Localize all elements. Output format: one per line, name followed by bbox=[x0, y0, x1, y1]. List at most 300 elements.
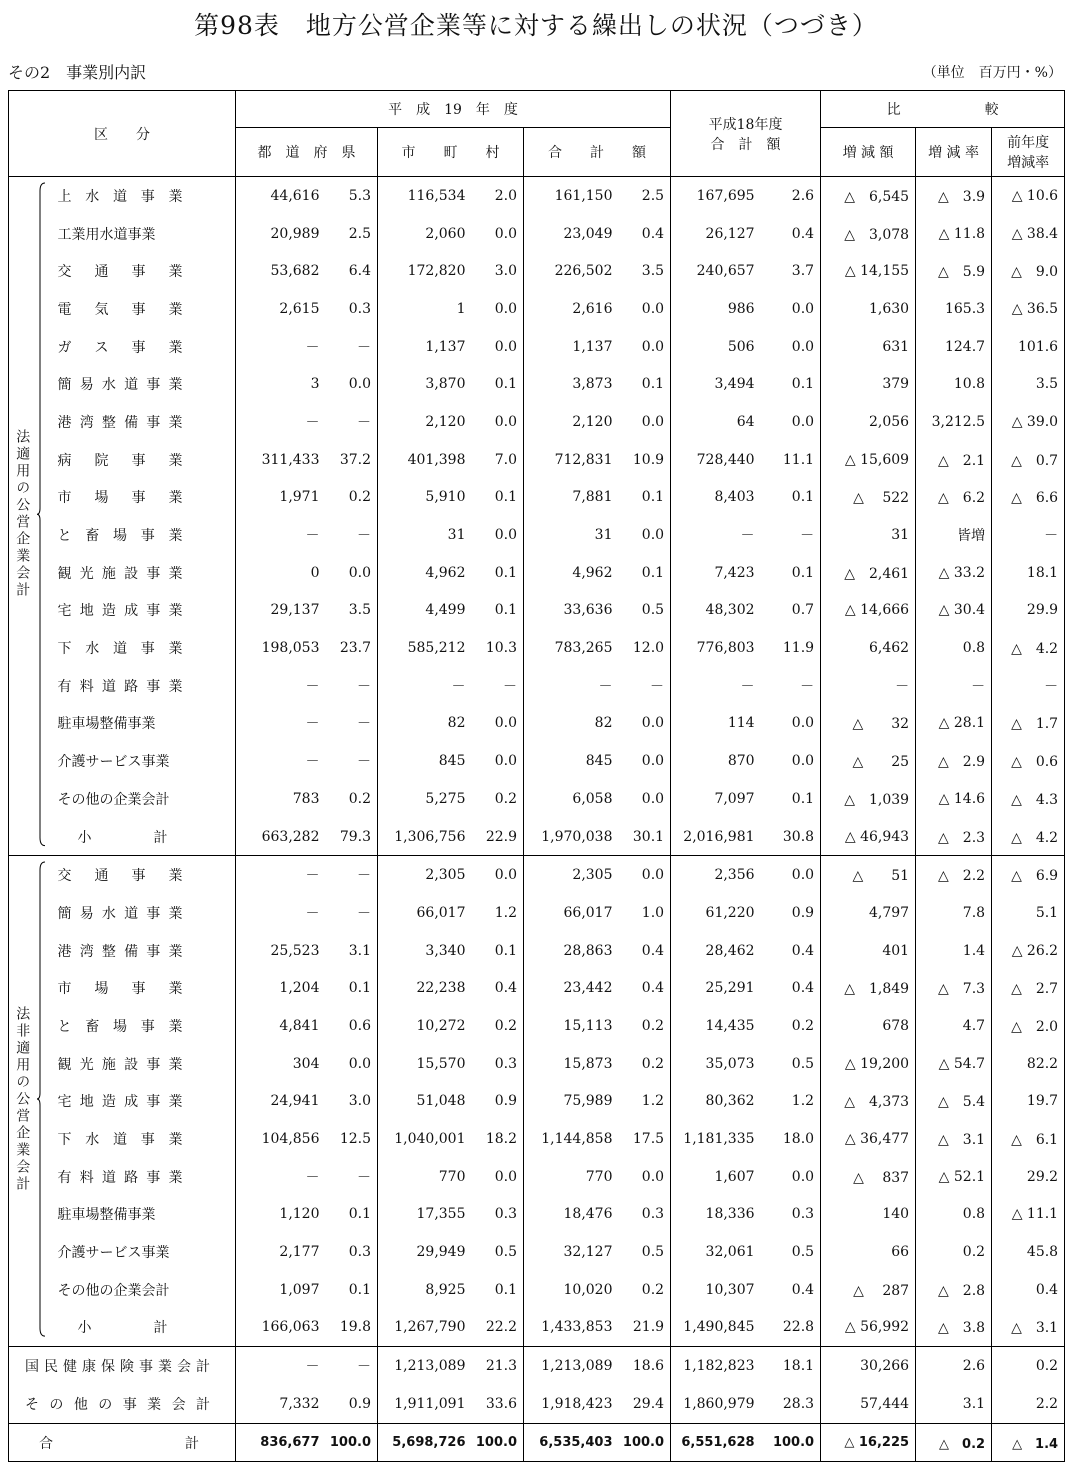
table-cell: 57,444 bbox=[821, 1385, 916, 1423]
header-h18-line2: 合 計 額 bbox=[710, 136, 781, 153]
row-label-cell bbox=[9, 1423, 236, 1462]
table-cell: 2.2 bbox=[992, 1385, 1065, 1423]
table-cell: 0.3 bbox=[348, 1244, 371, 1261]
table-cell: △ 9.0 bbox=[992, 252, 1065, 290]
table-cell: △ 3.1 bbox=[992, 1309, 1065, 1347]
table-cell: 1,267,790 bbox=[378, 1309, 472, 1347]
table-row bbox=[9, 818, 1065, 856]
table-cell: △ 51 bbox=[821, 856, 916, 894]
table-cell: 17,355 bbox=[378, 1196, 472, 1234]
table-cell: 1,970,038 bbox=[524, 818, 619, 856]
table-cell: 82 bbox=[524, 705, 619, 743]
table-cell: 0.1 bbox=[494, 602, 517, 619]
table-cell: 0.4 bbox=[641, 942, 665, 959]
header-shichoson: 市 町 村 bbox=[378, 128, 524, 177]
table-cell: △ 2.7 bbox=[992, 969, 1065, 1007]
table-row bbox=[9, 1309, 1065, 1347]
table-cell: － bbox=[800, 678, 815, 695]
table-cell: － bbox=[236, 705, 326, 743]
table-cell: 101.6 bbox=[992, 328, 1065, 366]
table-cell: △ 0.6 bbox=[992, 742, 1065, 780]
table-cell: － bbox=[357, 754, 371, 771]
table-cell: － bbox=[357, 716, 371, 733]
table-title: 第98表 地方公営企業等に対する繰出しの状況（つづき） bbox=[194, 11, 878, 40]
table-row bbox=[9, 1196, 1065, 1234]
table-cell: △ 46,943 bbox=[821, 818, 916, 856]
table-cell: 32,127 bbox=[524, 1233, 619, 1271]
table-cell: 14,435 bbox=[671, 1007, 761, 1045]
table-cell: △ 11.1 bbox=[992, 1196, 1065, 1234]
table-row bbox=[9, 1158, 1065, 1196]
row-label-cell bbox=[46, 479, 236, 517]
row-label: 市場事業 bbox=[57, 490, 183, 507]
table-cell: 728,440 bbox=[671, 441, 761, 479]
table-cell: 0.0 bbox=[494, 338, 517, 355]
table-cell: 0.2 bbox=[916, 1233, 992, 1271]
table-cell: 61,220 bbox=[671, 894, 761, 932]
table-cell: △ 38.4 bbox=[992, 215, 1065, 253]
table-cell: △ 7.3 bbox=[916, 969, 992, 1007]
row-label: 港湾整備事業 bbox=[57, 414, 183, 431]
table-cell: 0 bbox=[236, 554, 326, 592]
table-cell: 18.1 bbox=[761, 1347, 821, 1385]
unit-note: （単位 百万円・%） bbox=[922, 65, 1062, 81]
table-cell: － bbox=[236, 667, 326, 705]
table-cell: 0.0 bbox=[641, 338, 665, 355]
table-cell: 82 bbox=[378, 705, 472, 743]
table-cell: 6,551,628 bbox=[671, 1423, 761, 1462]
table-cell: △ 2.9 bbox=[916, 742, 992, 780]
table-cell: 0.4 bbox=[791, 980, 815, 997]
row-label-cell bbox=[46, 894, 236, 932]
table-cell: 19.8 bbox=[339, 1319, 371, 1336]
table-cell: 18.0 bbox=[782, 1131, 815, 1148]
table-cell: 172,820 bbox=[378, 252, 472, 290]
row-label-cell bbox=[9, 1385, 236, 1423]
table-row bbox=[9, 1271, 1065, 1309]
table-cell: △ 6.2 bbox=[916, 479, 992, 517]
table-cell: 18.2 bbox=[485, 1131, 517, 1148]
table-cell: 0.1 bbox=[641, 564, 665, 581]
table-cell: 0.0 bbox=[791, 413, 815, 430]
table-cell: 0.3 bbox=[348, 300, 371, 317]
table-cell: △ 26.2 bbox=[992, 932, 1065, 970]
table-cell: 10.3 bbox=[485, 640, 517, 657]
table-row bbox=[9, 328, 1065, 366]
table-cell: 28,863 bbox=[524, 932, 619, 970]
table-cell: 0.1 bbox=[494, 942, 517, 959]
table-cell: 1,860,979 bbox=[671, 1385, 761, 1423]
table-cell: 11.1 bbox=[782, 451, 815, 468]
group-label: 法適用の公営企業会計 bbox=[14, 429, 31, 600]
table-cell: 15,873 bbox=[524, 1045, 619, 1083]
row-label: と畜場事業 bbox=[57, 1018, 183, 1035]
table-row bbox=[9, 554, 1065, 592]
table-row bbox=[9, 1347, 1065, 1385]
table-cell: － bbox=[357, 528, 371, 545]
table-cell: 0.0 bbox=[791, 715, 815, 732]
table-cell: 0.4 bbox=[641, 225, 665, 242]
table-cell: 0.5 bbox=[641, 1244, 665, 1261]
table-cell: 198,053 bbox=[236, 629, 326, 667]
table-row bbox=[9, 1083, 1065, 1121]
table-cell: 776,803 bbox=[671, 629, 761, 667]
table-cell: 0.0 bbox=[494, 715, 517, 732]
table-cell: 0.0 bbox=[641, 753, 665, 770]
table-cell: 15,570 bbox=[378, 1045, 472, 1083]
table-cell: △ 6.9 bbox=[992, 856, 1065, 894]
table-cell: 0.0 bbox=[791, 338, 815, 355]
row-label-cell bbox=[46, 592, 236, 630]
table-cell: 770 bbox=[524, 1158, 619, 1196]
row-label: その他の事業会計 bbox=[25, 1396, 210, 1413]
table-cell: 0.4 bbox=[791, 225, 815, 242]
table-cell: 0.1 bbox=[494, 376, 517, 393]
row-label: 下水道事業 bbox=[57, 641, 183, 658]
table-cell: － bbox=[357, 1169, 371, 1186]
table-cell: 986 bbox=[671, 290, 761, 328]
table-cell: 631 bbox=[821, 328, 916, 366]
table-cell: 100.0 bbox=[619, 1423, 671, 1462]
table-cell: 506 bbox=[671, 328, 761, 366]
table-cell: 3,340 bbox=[378, 932, 472, 970]
table-cell: 10,272 bbox=[378, 1007, 472, 1045]
header-h19: 平 成 19 年 度 bbox=[236, 91, 671, 128]
header-zennendo-line1: 前年度 bbox=[1007, 135, 1050, 151]
row-label: 有料道路事業 bbox=[57, 678, 183, 695]
row-label-cell bbox=[46, 1271, 236, 1309]
table-cell: 29,949 bbox=[378, 1233, 472, 1271]
table-cell: － bbox=[378, 667, 472, 705]
table-cell: 29.2 bbox=[992, 1158, 1065, 1196]
table-cell: 0.0 bbox=[494, 753, 517, 770]
row-label: 小 計 bbox=[77, 829, 168, 846]
row-label-cell bbox=[46, 742, 236, 780]
table-cell: 845 bbox=[378, 742, 472, 780]
table-cell: 0.5 bbox=[494, 1244, 517, 1261]
table-cell: 12.5 bbox=[339, 1131, 371, 1148]
table-cell: － bbox=[671, 667, 761, 705]
table-cell: 0.1 bbox=[494, 489, 517, 506]
table-cell: 1.2 bbox=[791, 1093, 815, 1110]
table-cell: 161,150 bbox=[524, 177, 619, 215]
table-cell: － bbox=[236, 403, 326, 441]
table-cell: 870 bbox=[671, 742, 761, 780]
table-cell: 770 bbox=[378, 1158, 472, 1196]
table-cell: 1,144,858 bbox=[524, 1120, 619, 1158]
table-cell: 0.8 bbox=[916, 1196, 992, 1234]
table-cell: 6,058 bbox=[524, 780, 619, 818]
table-cell: 0.0 bbox=[494, 225, 517, 242]
table-cell: △ 32 bbox=[821, 705, 916, 743]
row-label: 小 計 bbox=[77, 1320, 168, 1337]
row-label-cell bbox=[46, 1158, 236, 1196]
table-cell: 0.2 bbox=[641, 1055, 665, 1072]
table-row bbox=[9, 177, 1065, 215]
table-cell: 48,302 bbox=[671, 592, 761, 630]
table-cell: △ 2.1 bbox=[916, 441, 992, 479]
table-cell: 5.1 bbox=[992, 894, 1065, 932]
table-cell: 0.0 bbox=[348, 376, 371, 393]
table-cell: △ 10.6 bbox=[992, 177, 1065, 215]
table-cell: 3.1 bbox=[348, 942, 371, 959]
table-cell: 0.9 bbox=[791, 904, 815, 921]
table-cell: 240,657 bbox=[671, 252, 761, 290]
table-cell: 0.4 bbox=[641, 980, 665, 997]
table-cell: 0.0 bbox=[494, 527, 517, 544]
table-row bbox=[9, 1120, 1065, 1158]
table-cell: 1,097 bbox=[236, 1271, 326, 1309]
row-label-cell bbox=[46, 667, 236, 705]
table-cell: 0.3 bbox=[494, 1206, 517, 1223]
table-cell: 3.0 bbox=[494, 263, 517, 280]
table-cell: 18,476 bbox=[524, 1196, 619, 1234]
table-cell: 1,490,845 bbox=[671, 1309, 761, 1347]
table-cell: △ 837 bbox=[821, 1158, 916, 1196]
table-cell: 3 bbox=[236, 365, 326, 403]
table-cell: 0.1 bbox=[791, 376, 815, 393]
table-cell: △ 52.1 bbox=[916, 1158, 992, 1196]
table-cell: － bbox=[236, 516, 326, 554]
table-cell: － bbox=[800, 528, 815, 545]
table-row bbox=[9, 290, 1065, 328]
group-label: 法非適用の公営企業会計 bbox=[14, 1005, 31, 1193]
row-label: 電気事業 bbox=[57, 301, 183, 318]
row-label: 駐車場整備事業 bbox=[57, 716, 156, 733]
row-label-cell bbox=[46, 780, 236, 818]
row-label-cell bbox=[46, 215, 236, 253]
table-cell: 100.0 bbox=[472, 1423, 524, 1462]
table-cell: － bbox=[236, 328, 326, 366]
table-row bbox=[9, 1007, 1065, 1045]
table-cell: 7,881 bbox=[524, 479, 619, 517]
table-cell: △ 11.8 bbox=[916, 215, 992, 253]
table-cell: 82.2 bbox=[992, 1045, 1065, 1083]
table-cell: 20,989 bbox=[236, 215, 326, 253]
row-label-cell bbox=[46, 1196, 236, 1234]
table-cell: － bbox=[357, 414, 371, 431]
row-label-cell bbox=[9, 1347, 236, 1385]
table-cell: 1.2 bbox=[494, 904, 517, 921]
table-cell: 116,534 bbox=[378, 177, 472, 215]
table-cell: 0.0 bbox=[791, 1168, 815, 1185]
row-label-cell bbox=[46, 1083, 236, 1121]
table-cell: △ 2.2 bbox=[916, 856, 992, 894]
table-cell: 0.4 bbox=[791, 942, 815, 959]
table-cell: － bbox=[503, 678, 517, 695]
row-label: 国民健康保険事業会計 bbox=[25, 1359, 210, 1376]
table-cell: － bbox=[357, 678, 371, 695]
header-zennendo-line2: 増減率 bbox=[1007, 155, 1050, 171]
table-cell: 0.4 bbox=[791, 1281, 815, 1298]
table-cell: 1,971 bbox=[236, 479, 326, 517]
table-cell: 18.1 bbox=[992, 554, 1065, 592]
table-cell: 401 bbox=[821, 932, 916, 970]
row-label: 港湾整備事業 bbox=[57, 943, 183, 960]
table-cell: △ 30.4 bbox=[916, 592, 992, 630]
table-cell: 1,137 bbox=[378, 328, 472, 366]
row-label: 下水道事業 bbox=[57, 1132, 183, 1149]
table-cell: 5,910 bbox=[378, 479, 472, 517]
table-cell: 24,941 bbox=[236, 1083, 326, 1121]
table-cell: △ 287 bbox=[821, 1271, 916, 1309]
table-cell: △ 1,849 bbox=[821, 969, 916, 1007]
table-cell: 35,073 bbox=[671, 1045, 761, 1083]
table-cell: 5,275 bbox=[378, 780, 472, 818]
table-cell: △ 0.2 bbox=[916, 1423, 992, 1462]
table-cell: 3.5 bbox=[348, 602, 371, 619]
table-cell: 45.8 bbox=[992, 1233, 1065, 1271]
table-cell: 1,040,001 bbox=[378, 1120, 472, 1158]
table-row bbox=[9, 1233, 1065, 1271]
table-cell: 7,423 bbox=[671, 554, 761, 592]
table-cell: 1,213,089 bbox=[524, 1347, 619, 1385]
table-row bbox=[9, 252, 1065, 290]
table-cell: 3.1 bbox=[916, 1385, 992, 1423]
table-cell: 0.1 bbox=[791, 489, 815, 506]
table-cell: 0.1 bbox=[641, 489, 665, 506]
table-cell: △ 4,373 bbox=[821, 1083, 916, 1121]
table-row bbox=[9, 365, 1065, 403]
table-cell: 100.0 bbox=[326, 1423, 378, 1462]
table-cell: 18.6 bbox=[619, 1347, 671, 1385]
table-cell: 66,017 bbox=[378, 894, 472, 932]
table-cell: 29.4 bbox=[632, 1395, 665, 1412]
table-cell: 0.4 bbox=[494, 980, 517, 997]
table-cell: 3,212.5 bbox=[916, 403, 992, 441]
table-cell: 3.0 bbox=[348, 1093, 371, 1110]
row-label: 宅地造成事業 bbox=[57, 1094, 183, 1111]
table-cell: 0.0 bbox=[641, 790, 665, 807]
table-cell: △ 14,666 bbox=[821, 592, 916, 630]
table-cell: 2.5 bbox=[641, 187, 665, 204]
table-cell: △ 1.4 bbox=[992, 1423, 1065, 1462]
table-cell: 1,918,423 bbox=[524, 1385, 619, 1423]
table-cell: 663,282 bbox=[236, 818, 326, 856]
table-cell: 0.6 bbox=[348, 1017, 371, 1034]
table-cell: △ 4.2 bbox=[992, 629, 1065, 667]
table-cell: 0.9 bbox=[494, 1093, 517, 1110]
data-table bbox=[8, 90, 1065, 1462]
table-cell: － bbox=[236, 742, 326, 780]
header-todofuken: 都 道 府 県 bbox=[236, 128, 378, 177]
table-cell: 0.1 bbox=[494, 1281, 517, 1298]
table-cell: △ 0.7 bbox=[992, 441, 1065, 479]
table-row bbox=[9, 667, 1065, 705]
table-cell: 0.0 bbox=[619, 856, 671, 894]
table-cell: 2,056 bbox=[821, 403, 916, 441]
table-cell: 712,831 bbox=[524, 441, 619, 479]
table-cell: 0.0 bbox=[348, 1055, 371, 1072]
table-cell: 783 bbox=[236, 780, 326, 818]
row-label: その他の企業会計 bbox=[57, 1282, 170, 1299]
table-cell: － bbox=[326, 1347, 378, 1385]
table-cell: 2,016,981 bbox=[671, 818, 761, 856]
table-cell: 0.5 bbox=[791, 1244, 815, 1261]
table-cell: △ 522 bbox=[821, 479, 916, 517]
header-zennendo bbox=[992, 128, 1065, 177]
table-cell: 26,127 bbox=[671, 215, 761, 253]
table-cell: 1.0 bbox=[641, 904, 665, 921]
table-cell: － bbox=[650, 678, 665, 695]
table-cell: 6,462 bbox=[821, 629, 916, 667]
row-label: 合 計 bbox=[39, 1435, 199, 1452]
table-cell: 7,097 bbox=[671, 780, 761, 818]
table-cell: 166,063 bbox=[236, 1309, 326, 1347]
row-label: 交通事業 bbox=[57, 264, 183, 281]
table-cell: △ 3,078 bbox=[821, 215, 916, 253]
table-cell: 0.4 bbox=[992, 1271, 1065, 1309]
table-cell: 1.2 bbox=[641, 1093, 665, 1110]
table-cell: 2,120 bbox=[524, 403, 619, 441]
table-cell: 2.0 bbox=[494, 187, 517, 204]
table-cell: △ 4.3 bbox=[992, 780, 1065, 818]
table-cell: 15,113 bbox=[524, 1007, 619, 1045]
table-cell: 22.9 bbox=[485, 828, 517, 845]
table-cell: △ 6.1 bbox=[992, 1120, 1065, 1158]
table-cell: － bbox=[671, 516, 761, 554]
table-cell: 31 bbox=[524, 516, 619, 554]
table-cell: 1.4 bbox=[916, 932, 992, 970]
table-cell: 2,177 bbox=[236, 1233, 326, 1271]
table-cell: △ 3.1 bbox=[916, 1120, 992, 1158]
table-cell: △ 3.8 bbox=[916, 1309, 992, 1347]
table-row bbox=[9, 479, 1065, 517]
table-cell: 0.2 bbox=[791, 1017, 815, 1034]
table-cell: △ 2.8 bbox=[916, 1271, 992, 1309]
table-cell: 678 bbox=[821, 1007, 916, 1045]
table-cell: 3.5 bbox=[641, 263, 665, 280]
table-cell: 0.3 bbox=[791, 1206, 815, 1223]
table-cell: 1,182,823 bbox=[671, 1347, 761, 1385]
table-cell: 4,962 bbox=[524, 554, 619, 592]
row-label-cell bbox=[46, 705, 236, 743]
group-label-cell bbox=[9, 177, 36, 856]
table-cell: 1,181,335 bbox=[671, 1120, 761, 1158]
row-label-cell bbox=[46, 1120, 236, 1158]
table-cell: 0.1 bbox=[348, 1281, 371, 1298]
table-cell: 0.0 bbox=[641, 300, 665, 317]
table-cell: 585,212 bbox=[378, 629, 472, 667]
table-row bbox=[9, 894, 1065, 932]
row-label: 観光施設事業 bbox=[57, 1056, 183, 1073]
row-label: 簡易水道事業 bbox=[57, 377, 183, 394]
table-cell: 31 bbox=[821, 516, 916, 554]
row-label-cell bbox=[46, 290, 236, 328]
table-cell: 1,213,089 bbox=[378, 1347, 472, 1385]
header-zougengaku: 増 減 額 bbox=[821, 128, 916, 177]
row-label: 介護サービス事業 bbox=[57, 1245, 170, 1262]
table-row bbox=[9, 215, 1065, 253]
table-cell: 4,841 bbox=[236, 1007, 326, 1045]
table-cell: 29,137 bbox=[236, 592, 326, 630]
table-cell: 10.9 bbox=[632, 451, 665, 468]
row-label: その他の企業会計 bbox=[57, 791, 170, 808]
table-cell: 124.7 bbox=[916, 328, 992, 366]
table-cell: 0.5 bbox=[641, 602, 665, 619]
table-cell: － bbox=[821, 667, 916, 705]
table-cell: 6.4 bbox=[348, 263, 371, 280]
table-cell: 28.3 bbox=[782, 1395, 815, 1412]
table-cell: 165.3 bbox=[916, 290, 992, 328]
table-cell: 3,873 bbox=[524, 365, 619, 403]
table-cell: △ 54.7 bbox=[916, 1045, 992, 1083]
table-cell: 33,636 bbox=[524, 592, 619, 630]
table-cell: 0.0 bbox=[494, 1168, 517, 1185]
row-label: 宅地造成事業 bbox=[57, 603, 183, 620]
row-label-cell bbox=[46, 1309, 236, 1347]
table-cell: △ 1.7 bbox=[992, 705, 1065, 743]
